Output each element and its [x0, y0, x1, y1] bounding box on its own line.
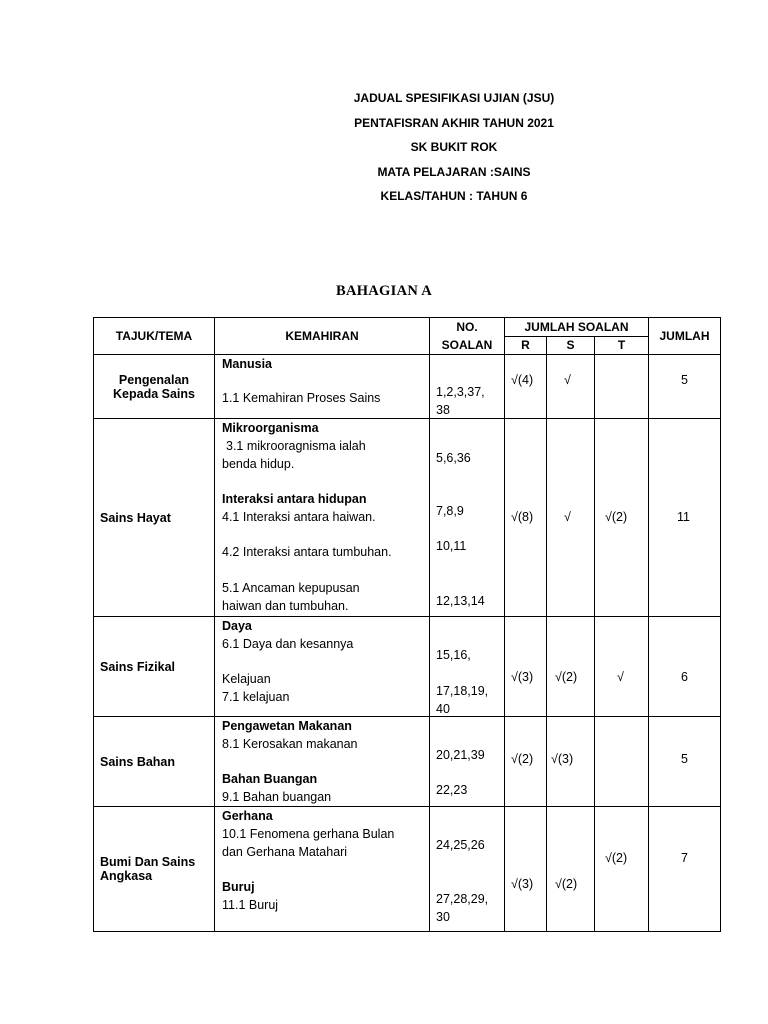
t-cell — [595, 807, 649, 932]
skill-item: 8.1 Kerosakan makanan — [222, 737, 358, 751]
header-class: KELAS/TAHUN : TAHUN 6 — [380, 189, 528, 203]
r-cell — [505, 355, 547, 419]
skill-item: 7.1 kelajuan — [222, 690, 290, 704]
t-cell — [595, 355, 649, 419]
question-numbers: 22,23 — [436, 783, 468, 797]
question-numbers: 10,11 — [436, 539, 467, 553]
question-numbers-cell — [430, 717, 505, 807]
skill-item: 6.1 Daya dan kesannya — [222, 637, 354, 651]
skill-heading: Manusia — [222, 357, 273, 371]
total-cell — [649, 355, 721, 419]
table-row — [94, 419, 721, 617]
skills-cell — [215, 355, 430, 419]
s-cell — [547, 419, 595, 617]
topic-cell — [94, 617, 215, 717]
topic-cell — [94, 717, 215, 807]
t-cell — [595, 617, 649, 717]
skill-item: Kelajuan — [222, 672, 271, 686]
total-value: 6 — [681, 670, 688, 684]
skill-item: 4.1 Interaksi antara haiwan. — [222, 510, 376, 524]
col-header-jumlah-soalan: JUMLAH SOALAN — [505, 318, 649, 337]
question-numbers: 38 — [436, 403, 450, 417]
table-row — [94, 717, 721, 807]
r-cell — [505, 717, 547, 807]
s-cell — [547, 717, 595, 807]
r-cell — [505, 617, 547, 717]
question-numbers: 30 — [436, 910, 450, 924]
s-mark: √ — [564, 373, 571, 387]
total-cell — [649, 617, 721, 717]
specification-table — [93, 317, 721, 932]
r-mark: √(3) — [511, 877, 534, 891]
section-title: BAHAGIAN A — [335, 283, 433, 299]
question-numbers: 17,18,19, — [436, 684, 489, 698]
skill-heading: Buruj — [222, 880, 255, 894]
topic-cell — [94, 807, 215, 932]
question-numbers-cell — [430, 807, 505, 932]
topic-label: Angkasa — [100, 869, 153, 883]
col-header-r: R — [505, 336, 547, 355]
question-numbers: 12,13,14 — [436, 594, 485, 608]
total-value: 11 — [677, 510, 690, 524]
skill-heading: Pengawetan Makanan — [222, 719, 352, 733]
skill-heading: Mikroorganisma — [222, 421, 319, 435]
skill-item: 3.1 mikrooragnisma ialah — [226, 439, 366, 453]
skill-heading: Gerhana — [222, 809, 273, 823]
header-title: JADUAL SPESIFIKASI UJIAN (JSU) — [353, 91, 555, 105]
total-cell — [649, 807, 721, 932]
col-header-jumlah: JUMLAH — [649, 318, 721, 355]
question-numbers: 15,16, — [436, 648, 471, 662]
r-cell — [505, 807, 547, 932]
skill-item: 4.2 Interaksi antara tumbuhan. — [222, 545, 392, 559]
r-mark: √(4) — [511, 373, 534, 387]
s-cell — [547, 807, 595, 932]
question-numbers-cell — [430, 617, 505, 717]
question-numbers: 1,2,3,37, — [436, 385, 485, 399]
topic-cell — [94, 419, 215, 617]
r-cell — [505, 419, 547, 617]
skill-item: 10.1 Fenomena gerhana Bulan — [222, 827, 395, 841]
r-mark: √(2) — [511, 752, 534, 766]
s-mark: √ — [564, 510, 571, 524]
question-numbers: 5,6,36 — [436, 451, 471, 465]
topic-cell — [94, 355, 215, 419]
skill-item: 11.1 Buruj — [222, 898, 279, 912]
topic-label: Sains Fizikal — [100, 659, 176, 674]
skill-item: 9.1 Bahan buangan — [222, 790, 332, 804]
total-cell — [649, 717, 721, 807]
skill-heading: Bahan Buangan — [222, 772, 318, 786]
s-cell — [547, 355, 595, 419]
total-cell — [649, 419, 721, 617]
skills-cell — [215, 717, 430, 807]
t-cell — [595, 717, 649, 807]
col-header-tajuk: TAJUK/TEMA — [94, 318, 215, 355]
header-assessment: PENTAFISRAN AKHIR TAHUN 2021 — [354, 115, 554, 130]
no-soalan-label-2: SOALAN — [441, 338, 493, 352]
question-numbers-cell — [430, 419, 505, 617]
header-school: SK BUKIT ROK — [410, 140, 498, 154]
topic-label: Pengenalan — [118, 372, 190, 387]
question-numbers-cell — [430, 355, 505, 419]
topic-label: Kepada Sains — [113, 386, 195, 401]
skill-item: 5.1 Ancaman kepupusan — [222, 581, 360, 595]
question-numbers: 20,21,39 — [436, 748, 485, 762]
s-mark: √(2) — [555, 877, 578, 891]
skill-heading: Daya — [222, 619, 252, 633]
total-value: 5 — [681, 373, 688, 387]
col-header-s: S — [547, 336, 595, 355]
question-numbers: 40 — [436, 702, 450, 716]
total-value: 7 — [681, 851, 688, 865]
skill-item: haiwan dan tumbuhan. — [222, 599, 349, 613]
t-cell — [595, 419, 649, 617]
skill-item: dan Gerhana Matahari — [222, 845, 348, 859]
skills-cell — [215, 419, 430, 617]
t-mark: √ — [617, 670, 624, 684]
header-subject: MATA PELAJARAN :SAINS — [377, 164, 531, 179]
question-numbers: 7,8,9 — [436, 504, 464, 518]
col-header-no-soalan — [430, 318, 505, 355]
no-soalan-label-1: NO. — [456, 320, 478, 334]
skills-cell — [215, 807, 430, 932]
table-row — [94, 807, 721, 932]
skill-item: benda hidup. — [222, 457, 295, 471]
table-row — [94, 617, 721, 717]
total-value: 5 — [681, 752, 688, 766]
skill-item: 1.1 Kemahiran Proses Sains — [222, 391, 381, 405]
s-mark: √(3) — [551, 752, 574, 766]
t-mark: √(2) — [605, 851, 628, 865]
s-cell — [547, 617, 595, 717]
col-header-kemahiran: KEMAHIRAN — [215, 318, 430, 355]
skills-cell — [215, 617, 430, 717]
t-mark: √(2) — [605, 510, 628, 524]
topic-label: Sains Hayat — [100, 510, 171, 525]
question-numbers: 27,28,29, — [436, 892, 489, 906]
topic-label: Bumi Dan Sains — [100, 855, 196, 869]
topic-label: Sains Bahan — [100, 754, 176, 769]
r-mark: √(8) — [511, 510, 534, 524]
col-header-t: T — [595, 336, 649, 355]
question-numbers: 24,25,26 — [436, 838, 485, 852]
document-header — [0, 86, 768, 209]
s-mark: √(2) — [555, 670, 578, 684]
r-mark: √(3) — [511, 670, 534, 684]
skill-heading: Interaksi antara hidupan — [222, 492, 367, 506]
header-row — [94, 318, 721, 337]
table-row — [94, 355, 721, 419]
